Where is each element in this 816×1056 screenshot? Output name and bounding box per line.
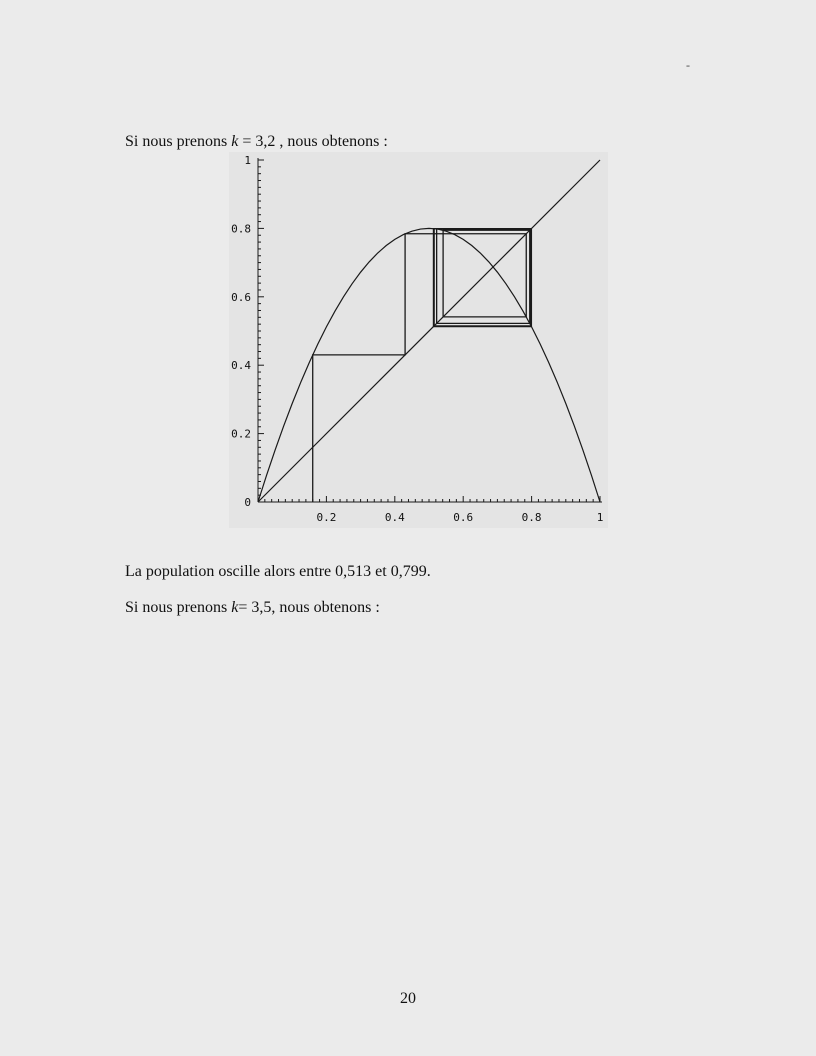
y-tick-label: 0.2	[231, 427, 251, 441]
y-tick-label: 0.8	[231, 222, 251, 236]
y-tick-label: 0	[244, 496, 251, 509]
p1-before: Si nous prenons	[125, 133, 232, 150]
x-tick-label: 0.6	[453, 511, 474, 524]
p3-after: = 3,5, nous obtenons :	[238, 599, 380, 616]
p1-after: = 3,2 , nous obtenons :	[238, 133, 388, 150]
x-tick-label: 1	[596, 511, 604, 524]
intro-paragraph-k32	[125, 132, 388, 152]
page-number: 20	[400, 990, 416, 1007]
page-corner-mark: -	[686, 58, 690, 72]
intro-paragraph-k35	[125, 598, 380, 618]
x-tick-label: 0.2	[316, 511, 337, 524]
x-tick-label: 0.8	[521, 511, 542, 524]
y-tick-label: 0.6	[231, 290, 251, 304]
x-tick-label: 0.4	[384, 511, 405, 524]
p3-variable: k	[231, 599, 239, 616]
y-tick-label: 1	[244, 154, 251, 167]
p3-before: Si nous prenons	[125, 599, 232, 616]
oscillation-paragraph: La population oscille alors entre 0,513 et 0,799.	[125, 563, 431, 580]
y-tick-label: 0.4	[231, 359, 251, 373]
p1-variable: k	[231, 133, 239, 150]
cobweb-chart	[229, 152, 608, 528]
